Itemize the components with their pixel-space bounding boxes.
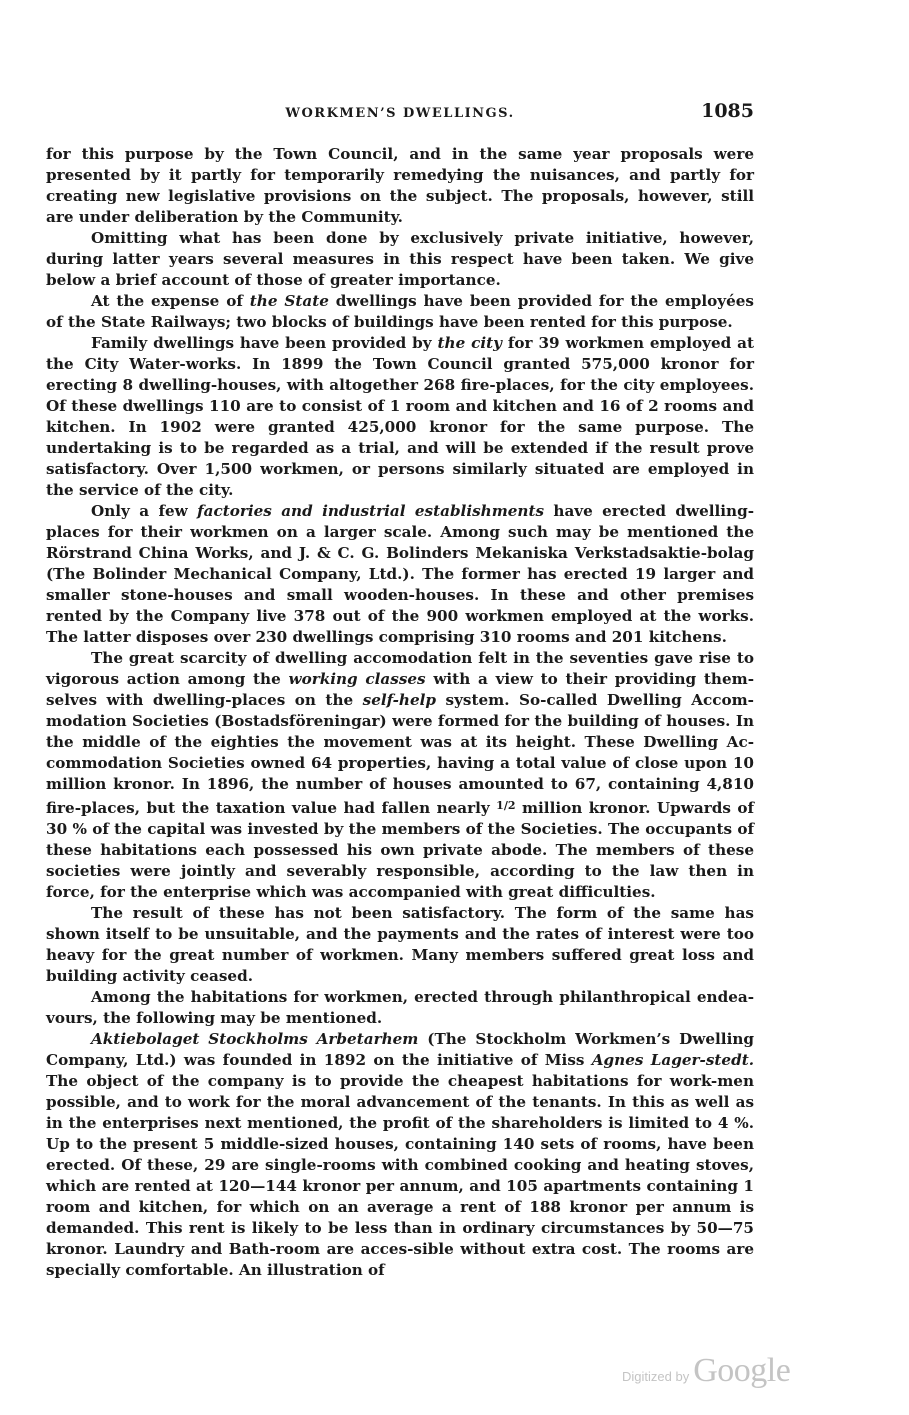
google-logo: Google (693, 1352, 791, 1389)
paragraph-8-text: Among the habitations for workmen, erected through philanthropical endea-vours, the following may be mentioned. (46, 988, 754, 1027)
paragraph-6-text-c: system. So-called Dwelling Accom-modation Societies (Bostadsföreningar) were formed for the building of houses. In the middle of the eighties the movement was at its height. These Dwelling Ac-commodation Societies owned 64 properties, having a total value of close upon 10 million kronor. In 1896, the number of houses amounted to 67, containing 4,810 fire-places, but the taxation value had fallen nearly (46, 691, 754, 817)
paragraph-4-emphasis: the city (437, 334, 502, 352)
paragraph-3 (46, 291, 754, 333)
paragraph-9-emphasis-1: Aktiebolaget Stockholms Arbetarhem (91, 1030, 419, 1048)
text-body (46, 144, 754, 1281)
paragraph-4-text-a: Family dwellings have been provided by (91, 334, 438, 352)
paragraph-5 (46, 501, 754, 648)
paragraph-9-text-b: The object of the company is to provide the cheapest habitations for work-men possible, and to work for the moral advancement of the tenants. In this as well as in the enterprises next mentioned, the profit of the shareholders is limited to 4 %. Up to the present 5 middle-sized houses, containing 140 sets of rooms, have been erected. Of these, 29 are single-rooms with combined cooking and heating stoves, which are rented at 120—144 kronor per annum, and 105 apartments containing 1 room and kitchen, for which on an average a rent of 188 kronor per annum is demanded. This rent is likely to be less than in ordinary circumstances by 50—75 kronor. Laundry and Bath-room are acces-sible without extra cost. The rooms are specially comfortable. An illustration of (46, 1072, 754, 1279)
paragraph-3-text-b: dwellings have been provided for the employées of the State Railways; two blocks of buildings have been rented for this purpose. (46, 292, 754, 331)
paragraph-6-emphasis-1: working classes (288, 670, 426, 688)
paragraph-7 (46, 903, 754, 987)
paragraph-6-text-b: with a view to their providing them-selves with dwelling-places on the (46, 670, 754, 709)
page-header (46, 100, 754, 126)
paragraph-5-emphasis: factories and industrial establishments (197, 502, 545, 520)
paragraph-6-text-a: The great scarcity of dwelling accomodation felt in the seventies gave rise to vigorous action among the (46, 649, 754, 688)
paragraph-6 (46, 648, 754, 903)
half-fraction: 1/2 (496, 799, 516, 812)
paragraph-5-text-b: have erected dwelling-places for their workmen on a larger scale. Among such may be mentioned the Rörstrand China Works, and J. & C. G. Bolinders Mekaniska Verkstadsaktie-bolag (The Bolinder Mechanical Company, Ltd.). The former has erected 19 larger and smaller stone-houses and small wooden-houses. In these and other premises rented by the Company live 378 out of the 900 workmen employed at the works. The latter disposes over 230 dwellings comprising 310 rooms and 201 kitchens. (46, 502, 755, 646)
paragraph-7-text: The result of these has not been satisfactory. The form of the same has shown itself to be unsuitable, and the payments and the rates of interest were too heavy for the great number of workmen. Many members suffered great loss and building activity ceased. (46, 904, 754, 985)
paragraph-1 (46, 144, 754, 228)
paragraph-4-text-b: for 39 workmen employed at the City Water-works. In 1899 the Town Council granted 575,000 kronor for erecting 8 dwelling-houses, with altogether 268 fire-places, for the city employees. Of these dwellings 110 are to consist of 1 room and kitchen and 16 of 2 rooms and kitchen. In 1902 were granted 425,000 kronor for the same purpose. The undertaking is to be regarded as a trial, and will be extended if the result prove satisfactory. Over 1,500 workmen, or persons similarly situated are employed in the service of the city. (46, 334, 754, 499)
paragraph-9-emphasis-2: Agnes Lager-stedt. (591, 1051, 755, 1069)
paragraph-1-text: for this purpose by the Town Council, and in the same year proposals were presented by it partly for temporarily remedying the nuisances, and partly for creating new legislative provisions on the subject. The proposals, however, still are under deliberation by the Community. (46, 145, 754, 226)
paragraph-9 (46, 1029, 754, 1281)
paragraph-4 (46, 333, 754, 501)
paragraph-6-text-d: million kronor. Upwards of 30 % of the capital was invested by the members of the Societies. The occupants of these habitations each possessed his own private abode. The members of these societies were jointly and severably responsible, according to the law then in force, for the enterprise which was accompanied with great difficulties. (46, 799, 754, 901)
paragraph-9-text-a: (The Stockholm Workmen’s Dwelling Company, Ltd.) was founded in 1892 on the initiative of Miss (46, 1030, 754, 1069)
paragraph-3-text-a: At the expense of (91, 292, 250, 310)
paragraph-6-emphasis-2: self-help (362, 691, 437, 709)
paragraph-2-text: Omitting what has been done by exclusively private initiative, however, during latter years several measures in this respect have been taken. We give below a brief account of those of greater importance. (46, 229, 754, 289)
watermark-prefix: Digitized by (622, 1369, 690, 1384)
paragraph-5-text-a: Only a few (91, 502, 198, 520)
page-number: 1085 (701, 100, 754, 122)
paragraph-3-emphasis: the State (249, 292, 329, 310)
paragraph-2 (46, 228, 754, 291)
running-head: WORKMEN’S DWELLINGS. (285, 106, 515, 121)
digitized-watermark (622, 1352, 790, 1392)
paragraph-8 (46, 987, 754, 1029)
